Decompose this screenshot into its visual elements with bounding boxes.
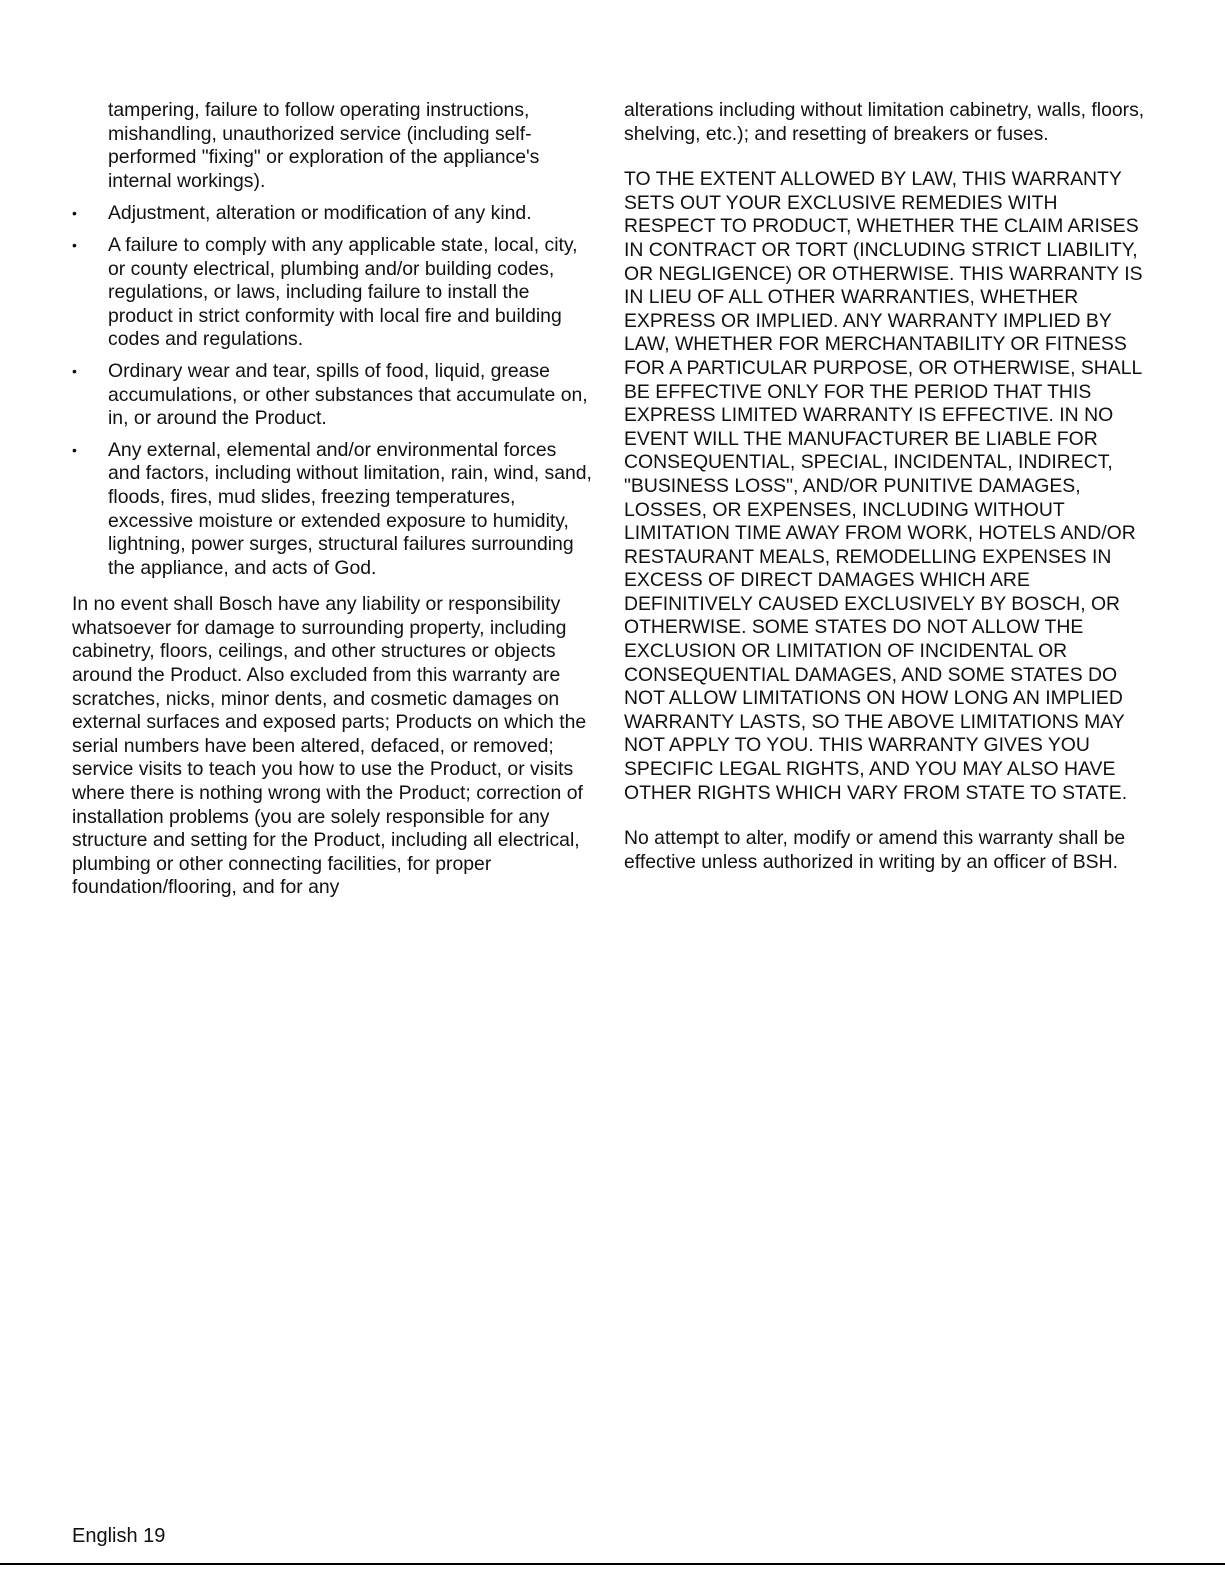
page-number: English 19 <box>72 1525 166 1547</box>
list-item <box>72 360 592 431</box>
list-item <box>72 439 592 581</box>
right-column <box>624 99 1150 874</box>
list-item-text: A failure to comply with any applicable state, local, city, or county electrical, plumbing and/or building codes, regulations, or laws, including failure to install the product in strict conformity with local fire and building codes and regulations. <box>108 233 578 351</box>
left-column <box>72 99 592 900</box>
continued-exclusion-text: tampering, failure to follow operating instructions, mishandling, unauthorized service (including self-performed "fixing" or exploration of the appliance's internal workings). <box>108 99 540 192</box>
list-item <box>72 202 592 226</box>
list-item-text: Adjustment, alteration or modification of any kind. <box>108 202 532 225</box>
property-damage-paragraph: In no event shall Bosch have any liability or responsibility whatsoever for damage to surrounding property, including cabinetry, floors, ceilings, and other structures or objects around the Product. Also excluded from this warranty are scratches, nicks, minor dents, and cosmetic damages on external surfaces and exposed parts; Products on which the serial numbers have been altered, defaced, or removed; service visits to teach you how to use the Product, or visits where there is nothing wrong with the Product; correction of installation problems (you are solely responsible for any structure and setting for the Product, including all electrical, plumbing or other connecting facilities, for proper foundation/flooring, and for any <box>72 593 587 899</box>
bullet-icon: • <box>72 205 77 222</box>
bullet-icon: • <box>72 362 77 379</box>
list-item-text: Any external, elemental and/or environmental forces and factors, including without limitation, rain, wind, sand, floods, fires, mud slides, freezing temperatures, excessive moisture or extended exposure to humidity, lightning, power surges, structural failures surrounding the appliance, and acts of God. <box>108 438 592 579</box>
bullet-icon: • <box>72 441 77 458</box>
continued-paragraph: alterations including without limitation cabinetry, walls, floors, shelving, etc.); and resetting of breakers or fuses. <box>624 99 1145 145</box>
list-item-text: Ordinary wear and tear, spills of food, liquid, grease accumulations, or other substances that accumulate on, in, or around the Product. <box>108 359 588 430</box>
warranty-disclaimer: TO THE EXTENT ALLOWED BY LAW, THIS WARRANTY SETS OUT YOUR EXCLUSIVE REMEDIES WITH RESPECT TO PRODUCT, WHETHER THE CLAIM ARISES IN CONTRACT OR TORT (INCLUDING STRICT LIABILITY, OR NEGLIGENCE) OR OTHERWISE. THIS WARRANTY IS IN LIEU OF ALL OTHER WARRANTIES, WHETHER EXPRESS OR IMPLIED. ANY WARRANTY IMPLIED BY LAW, WHETHER FOR MERCHANTABILITY OR FITNESS FOR A PARTICULAR PURPOSE, OR OTHERWISE, SHALL BE EFFECTIVE ONLY FOR THE PERIOD THAT THIS EXPRESS LIMITED WARRANTY IS EFFECTIVE. IN NO EVENT WILL THE MANUFACTURER BE LIABLE FOR CONSEQUENTIAL, SPECIAL, INCIDENTAL, INDIRECT, "BUSINESS LOSS", AND/OR PUNITIVE DAMAGES, LOSSES, OR EXPENSES, INCLUDING WITHOUT LIMITATION TIME AWAY FROM WORK, HOTELS AND/OR RESTAURANT MEALS, REMODELLING EXPENSES IN EXCESS OF DIRECT DAMAGES WHICH ARE DEFINITIVELY CAUSED EXCLUSIVELY BY BOSCH, OR OTHERWISE. SOME STATES DO NOT ALLOW THE EXCLUSION OR LIMITATION OF INCIDENTAL OR CONSEQUENTIAL DAMAGES, AND SOME STATES DO NOT ALLOW LIMITATIONS ON HOW LONG AN IMPLIED WARRANTY LASTS, SO THE ABOVE LIMITATIONS MAY NOT APPLY TO YOU. THIS WARRANTY GIVES YOU SPECIFIC LEGAL RIGHTS, AND YOU MAY ALSO HAVE OTHER RIGHTS WHICH VARY FROM STATE TO STATE. <box>624 168 1143 804</box>
list-item <box>72 234 592 352</box>
bullet-icon: • <box>72 236 77 253</box>
amendment-clause: No attempt to alter, modify or amend this warranty shall be effective unless authorized in writing by an officer of BSH. <box>624 827 1126 873</box>
exclusions-list <box>72 202 592 580</box>
bottom-divider <box>0 1563 1225 1565</box>
